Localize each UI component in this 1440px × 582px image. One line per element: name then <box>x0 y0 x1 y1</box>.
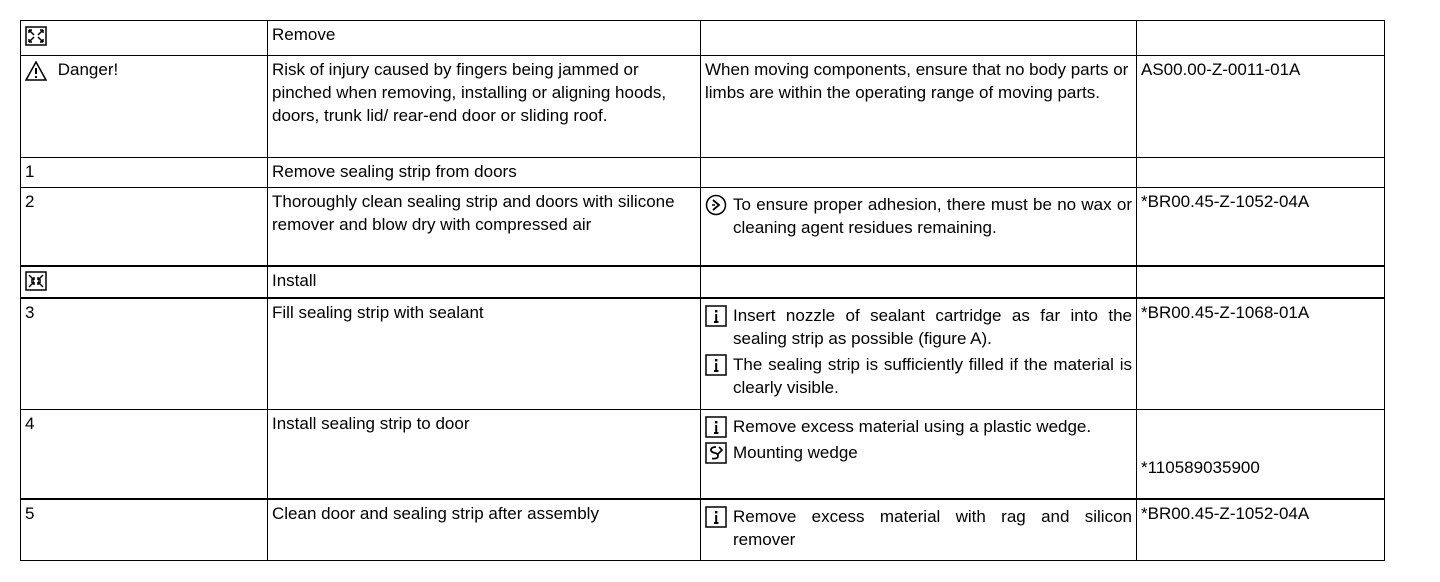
info-icon <box>705 416 727 438</box>
tool-part-number: *110589035900 <box>1141 458 1260 477</box>
note-text: Remove excess material with rag and silicon remover <box>733 506 1132 549</box>
danger-measure-text: When moving components, ensure that no body parts or limbs are within the operating range of moving parts. <box>701 56 1137 158</box>
reference-code: *BR00.45-Z-1052-04A <box>1137 499 1385 561</box>
install-icon-cell <box>21 266 268 298</box>
step-number: 4 <box>21 410 268 499</box>
table-row <box>21 188 1385 266</box>
tool-name: Mounting wedge <box>733 443 858 462</box>
install-symbol-icon <box>25 271 47 291</box>
tool-icon <box>705 442 727 464</box>
step-number: 1 <box>21 158 268 188</box>
warning-triangle-icon <box>25 61 47 81</box>
step-text: Clean door and sealing strip after assembly <box>268 499 701 561</box>
info-icon <box>705 354 727 376</box>
info-icon <box>705 305 727 327</box>
step-text: Install sealing strip to door <box>268 410 701 499</box>
section-title-remove: Remove <box>268 21 701 56</box>
remove-symbol-icon <box>25 26 47 46</box>
note-text: Insert nozzle of sealant cartridge as far into the sealing strip as possible (figure A). <box>733 305 1132 348</box>
danger-cell <box>21 56 268 158</box>
step-text: Thoroughly clean sealing strip and doors with silicone remover and blow dry with compressed air <box>268 188 701 266</box>
remove-icon-cell <box>21 21 268 56</box>
table-row <box>21 56 1385 158</box>
table-row <box>21 410 1385 499</box>
danger-reference: AS00.00-Z-0011-01A <box>1137 56 1385 158</box>
table-row <box>21 158 1385 188</box>
note-text: Remove excess material using a plastic wedge. <box>733 417 1092 436</box>
step-number: 5 <box>21 499 268 561</box>
danger-risk-text: Risk of injury caused by fingers being jammed or pinched when removing, installing or aligning hoods, doors, trunk lid/ rear-end door or sliding roof. <box>268 56 701 158</box>
table-row <box>21 21 1385 56</box>
info-icon <box>705 506 727 528</box>
step-text: Remove sealing strip from doors <box>268 158 701 188</box>
table-row <box>21 266 1385 298</box>
step-text: Fill sealing strip with sealant <box>268 298 701 410</box>
arrow-circle-icon <box>705 194 727 216</box>
table-row <box>21 298 1385 410</box>
note-text: The sealing strip is sufficiently filled if the material is clearly visible. <box>733 354 1132 397</box>
danger-label: Danger! <box>57 60 119 79</box>
reference-code: *BR00.45-Z-1052-04A <box>1137 188 1385 266</box>
instruction-table <box>20 20 1385 561</box>
note-text: To ensure proper adhesion, there must be no wax or cleaning agent residues remaining. <box>733 195 1132 237</box>
section-title-install: Install <box>268 266 701 298</box>
reference-code: *BR00.45-Z-1068-01A <box>1137 298 1385 410</box>
table-row <box>21 499 1385 561</box>
step-number: 3 <box>21 298 268 410</box>
step-number: 2 <box>21 188 268 266</box>
